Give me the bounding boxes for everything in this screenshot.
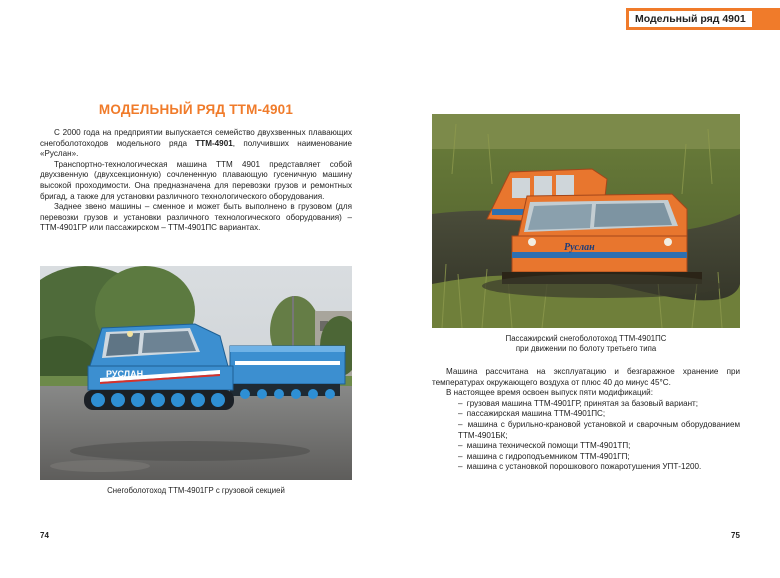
description-paragraph: Транспортно-технологическая машина ТТМ 4901 представляет собой двухзвенную (двухсекционную) сочлененную плавающую гусеничную машину высокой проходимости. Она предназначена для перевозки грузов и ремонтных бригад, а также для установки различного технологического оборудования. (40, 159, 352, 201)
right-page-body (432, 367, 740, 473)
cargo-vehicle-photo (40, 266, 352, 480)
modifications-list (432, 399, 740, 473)
list-item: – грузовая машина ТТМ-4901ГР, принятая за базовый вариант; (458, 398, 699, 408)
page-number-right: 75 (731, 531, 740, 540)
page-number-left: 74 (40, 531, 49, 540)
vehicle-lettering-right: Руслан (564, 242, 595, 253)
list-item: – машина технической помощи ТТМ-4901ТП; (458, 441, 631, 451)
photo-caption-right: Пассажирский снегоболотоход ТТМ-4901ПС при движении по болоту третьего типа (505, 334, 667, 353)
list-item: – машина с установкой порошкового пожаротушения УПТ-1200. (458, 462, 702, 472)
intro-paragraph: С 2000 года на предприятии выпускается семейство двухзвенных плавающих снегоболотоходов модельного ряда ТТМ-4901, получивших наименование «Руслан». (40, 128, 352, 159)
section-header-label: Модельный ряд 4901 (629, 11, 752, 27)
modifications-intro: В настоящее время освоен выпуск пяти модификаций: (446, 388, 653, 398)
list-item: – машина с бурильно-крановой установкой и сварочным оборудованием ТТМ-4901БК; (458, 419, 741, 440)
left-page-body (40, 128, 352, 234)
vehicle-lettering: РУСЛАН (106, 369, 144, 379)
section-header-tab (626, 8, 780, 30)
model-name-bold: ТТМ-4901 (195, 138, 233, 148)
page-title: МОДЕЛЬНЫЙ РЯД ТТМ-4901 (98, 102, 294, 117)
passenger-vehicle-photo (432, 114, 740, 328)
photo-caption-left: Снегоболотоход ТТМ-4901ГР с грузовой секцией (107, 486, 285, 495)
list-item: – пассажирская машина ТТМ-4901ПС; (458, 409, 606, 419)
operating-conditions-paragraph: Машина рассчитана на эксплуатацию и безгаражное хранение при температурах окружающего воздуха от плюс 40 до минус 45°С. (432, 367, 740, 387)
list-item: – машина с гидроподъемником ТТМ-4901ГП; (458, 451, 630, 461)
variants-paragraph: Заднее звено машины – сменное и может быть выполнено в грузовом (для перевозки грузов и установки различного технологического оборудования) – ТТМ-4901ГР или пассажирском – ТТМ-4901ПС вариантах. (40, 202, 352, 233)
